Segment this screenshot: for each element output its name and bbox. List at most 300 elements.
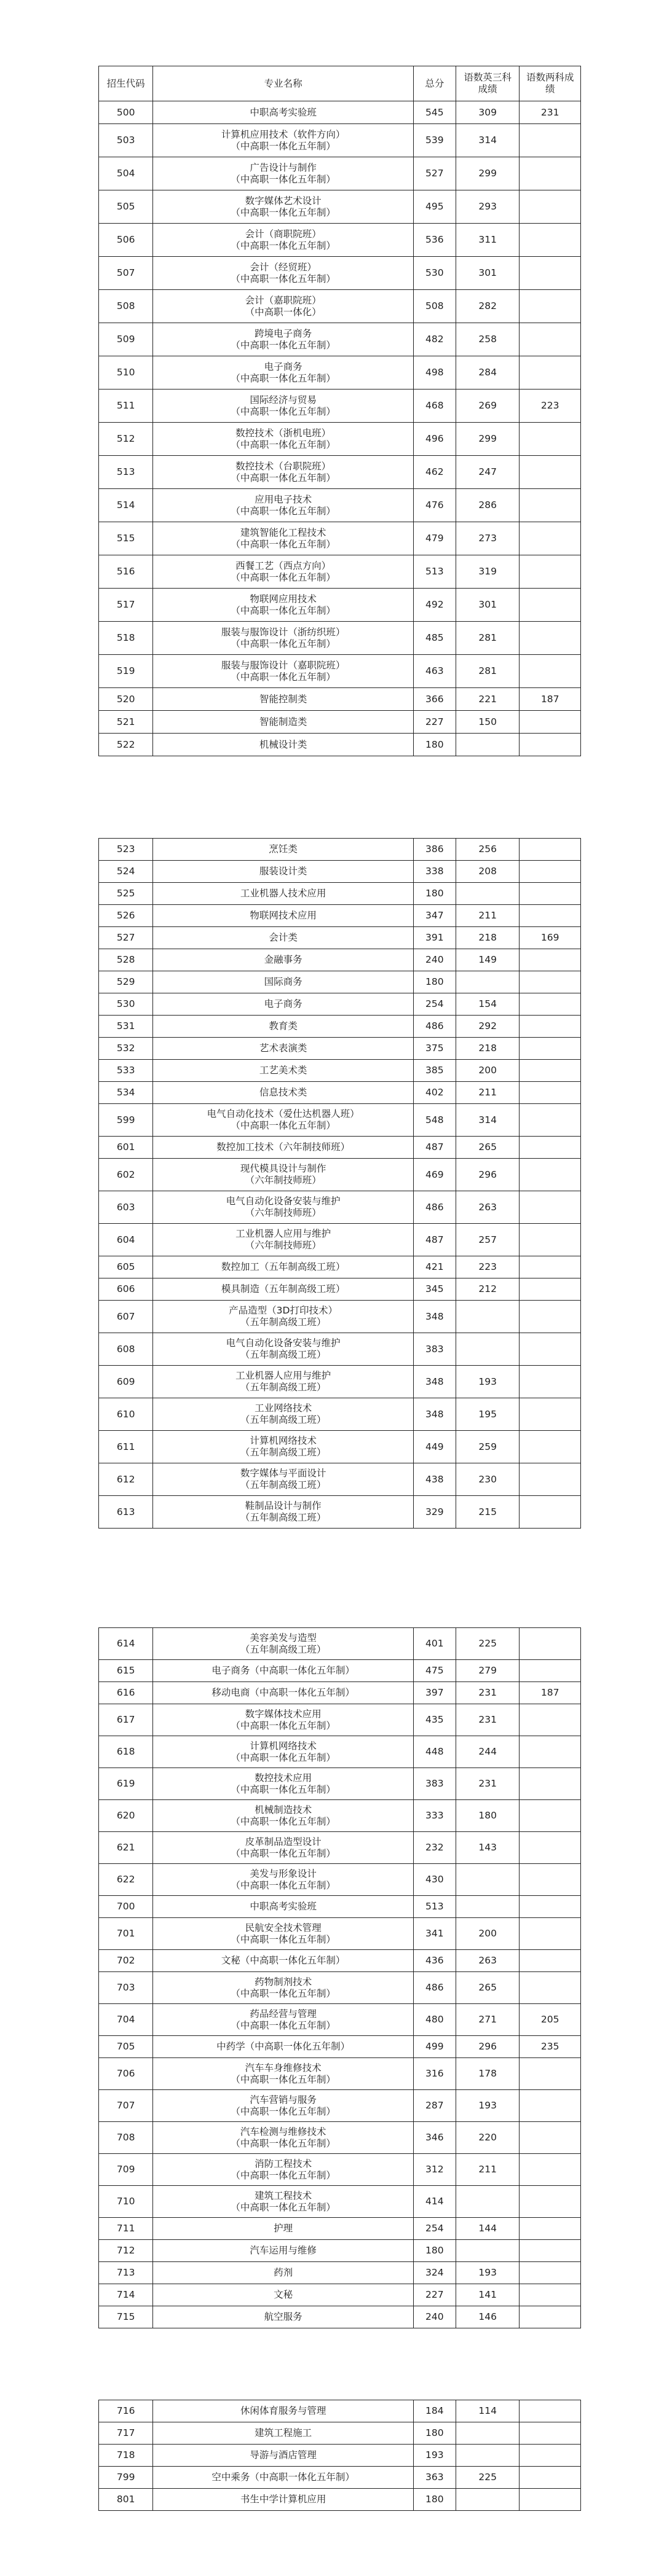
major-name: 中职高考实验班 (153, 1896, 413, 1918)
three-subject-score (456, 971, 520, 993)
table-row (99, 2186, 581, 2218)
total-score: 227 (413, 711, 456, 734)
enroll-code: 504 (99, 157, 153, 190)
table-row (99, 839, 581, 861)
enroll-code: 709 (99, 2154, 153, 2186)
table-row (99, 1104, 581, 1137)
three-subject-score: 286 (456, 489, 520, 522)
total-score: 430 (413, 1864, 456, 1896)
two-subject-score (520, 2284, 581, 2306)
major-name: 烹饪类 (153, 839, 413, 861)
enroll-code: 506 (99, 224, 153, 257)
enroll-code: 710 (99, 2186, 153, 2218)
three-subject-score: 150 (456, 711, 520, 734)
two-subject-score (520, 1038, 581, 1060)
total-score: 180 (413, 2240, 456, 2262)
total-score: 232 (413, 1832, 456, 1864)
major-name: 计算机网络技术 （中高职一体化五年制） (153, 1736, 413, 1768)
table-row (99, 2489, 581, 2511)
major-name: 会计（商职院班） （中高职一体化五年制） (153, 224, 413, 257)
major-name: 药物制剂技术 （中高职一体化五年制） (153, 1972, 413, 2004)
three-subject-score: 273 (456, 522, 520, 555)
enroll-code: 518 (99, 622, 153, 655)
three-subject-score (456, 2422, 520, 2445)
three-subject-score: 256 (456, 839, 520, 861)
two-subject-score: 187 (520, 688, 581, 711)
total-score: 341 (413, 1918, 456, 1950)
three-subject-score: 281 (456, 655, 520, 688)
three-subject-score: 200 (456, 1060, 520, 1082)
two-subject-score (520, 861, 581, 883)
three-subject-score: 143 (456, 1832, 520, 1864)
three-subject-score: 200 (456, 1918, 520, 1950)
three-subject-score: 208 (456, 861, 520, 883)
table-row (99, 1736, 581, 1768)
table-row (99, 124, 581, 157)
major-name: 机械制造技术 （中高职一体化五年制） (153, 1800, 413, 1832)
three-subject-score: 296 (456, 1159, 520, 1191)
two-subject-score (520, 157, 581, 190)
two-subject-score (520, 522, 581, 555)
enroll-code: 701 (99, 1918, 153, 1950)
three-subject-score: 212 (456, 1278, 520, 1301)
table-row (99, 2422, 581, 2445)
table-row (99, 1950, 581, 1972)
two-subject-score (520, 1082, 581, 1104)
three-subject-score: 144 (456, 2218, 520, 2240)
two-subject-score (520, 423, 581, 456)
two-subject-score: 235 (520, 2036, 581, 2058)
table-row (99, 861, 581, 883)
two-subject-score (520, 1950, 581, 1972)
table-row (99, 971, 581, 993)
two-subject-score (520, 1496, 581, 1529)
major-name: 民航安全技术管理 （中高职一体化五年制） (153, 1918, 413, 1950)
enroll-code: 526 (99, 905, 153, 927)
three-subject-score: 301 (456, 589, 520, 622)
major-name: 电子商务 (153, 993, 413, 1016)
total-score: 383 (413, 1768, 456, 1800)
major-name: 数控加工技术（六年制技师班） (153, 1137, 413, 1159)
enroll-code: 517 (99, 589, 153, 622)
enroll-code: 513 (99, 456, 153, 489)
three-subject-score: 309 (456, 101, 520, 124)
three-subject-score (456, 2489, 520, 2511)
total-score: 449 (413, 1431, 456, 1463)
score-table (98, 66, 581, 756)
table-row (99, 1628, 581, 1660)
table-row (99, 2090, 581, 2122)
table-row (99, 688, 581, 711)
enroll-code: 509 (99, 323, 153, 356)
two-subject-score (520, 456, 581, 489)
major-name: 数字媒体技术应用 （中高职一体化五年制） (153, 1704, 413, 1736)
enroll-code: 704 (99, 2004, 153, 2036)
total-score: 366 (413, 688, 456, 711)
enroll-code: 604 (99, 1224, 153, 1256)
two-subject-score (520, 2240, 581, 2262)
two-subject-score (520, 124, 581, 157)
major-name: 西餐工艺（西点方向） （中高职一体化五年制） (153, 555, 413, 589)
total-score: 545 (413, 101, 456, 124)
two-subject-score (520, 949, 581, 971)
three-subject-score: 231 (456, 1768, 520, 1800)
table-row (99, 1496, 581, 1529)
total-score: 383 (413, 1333, 456, 1366)
major-name: 国际经济与贸易 （中高职一体化五年制） (153, 390, 413, 423)
total-score: 375 (413, 1038, 456, 1060)
total-score: 386 (413, 839, 456, 861)
two-subject-score (520, 1159, 581, 1191)
total-score: 508 (413, 290, 456, 323)
table-row (99, 190, 581, 224)
two-subject-score (520, 1104, 581, 1137)
three-subject-score: 195 (456, 1398, 520, 1431)
total-score: 402 (413, 1082, 456, 1104)
table-row (99, 2218, 581, 2240)
two-subject-score (520, 356, 581, 390)
two-subject-score (520, 257, 581, 290)
three-subject-score: 281 (456, 622, 520, 655)
table-row (99, 1060, 581, 1082)
two-subject-score (520, 1832, 581, 1864)
two-subject-score (520, 2186, 581, 2218)
total-score: 316 (413, 2058, 456, 2090)
table-row (99, 1918, 581, 1950)
table-row (99, 257, 581, 290)
major-name: 服装与服饰设计（嘉职院班） （中高职一体化五年制） (153, 655, 413, 688)
total-score: 513 (413, 1896, 456, 1918)
three-subject-score: 259 (456, 1431, 520, 1463)
header-two-subject-score: 语数两科成 绩 (520, 66, 581, 101)
three-subject-score: 284 (456, 356, 520, 390)
two-subject-score (520, 993, 581, 1016)
total-score: 254 (413, 993, 456, 1016)
major-name: 智能制造类 (153, 711, 413, 734)
table-row (99, 2122, 581, 2154)
total-score: 180 (413, 734, 456, 756)
three-subject-score: 154 (456, 993, 520, 1016)
total-score: 436 (413, 1950, 456, 1972)
two-subject-score: 231 (520, 101, 581, 124)
total-score: 184 (413, 2400, 456, 2422)
total-score: 414 (413, 2186, 456, 2218)
total-score: 345 (413, 1278, 456, 1301)
total-score: 287 (413, 2090, 456, 2122)
table-row (99, 2154, 581, 2186)
major-name: 产品造型（3D打印技术） （五年制高级工班） (153, 1301, 413, 1333)
three-subject-score: 178 (456, 2058, 520, 2090)
total-score: 240 (413, 949, 456, 971)
table-row (99, 1256, 581, 1278)
total-score: 486 (413, 1191, 456, 1224)
table-row (99, 993, 581, 1016)
enroll-code: 616 (99, 1682, 153, 1704)
two-subject-score (520, 1800, 581, 1832)
three-subject-score: 193 (456, 2262, 520, 2284)
enroll-code: 505 (99, 190, 153, 224)
two-subject-score (520, 1256, 581, 1278)
table-row (99, 1398, 581, 1431)
major-name: 休闲体育服务与管理 (153, 2400, 413, 2422)
major-name: 电气自动化设备安装与维护 （五年制高级工班） (153, 1333, 413, 1366)
total-score: 495 (413, 190, 456, 224)
enroll-code: 599 (99, 1104, 153, 1137)
total-score: 312 (413, 2154, 456, 2186)
three-subject-score: 279 (456, 1660, 520, 1682)
two-subject-score (520, 2154, 581, 2186)
two-subject-score: 223 (520, 390, 581, 423)
two-subject-score (520, 489, 581, 522)
enroll-code: 608 (99, 1333, 153, 1366)
enroll-code: 801 (99, 2489, 153, 2511)
three-subject-score: 244 (456, 1736, 520, 1768)
three-subject-score: 301 (456, 257, 520, 290)
three-subject-score: 211 (456, 905, 520, 927)
two-subject-score (520, 655, 581, 688)
major-name: 数控技术（台职院班） （中高职一体化五年制） (153, 456, 413, 489)
three-subject-score (456, 883, 520, 905)
two-subject-score (520, 1660, 581, 1682)
two-subject-score (520, 1224, 581, 1256)
three-subject-score: 265 (456, 1972, 520, 2004)
enroll-code: 512 (99, 423, 153, 456)
two-subject-score (520, 2218, 581, 2240)
major-name: 现代模具设计与制作 （六年制技师班） (153, 1159, 413, 1191)
two-subject-score (520, 1864, 581, 1896)
major-name: 服装设计类 (153, 861, 413, 883)
major-name: 航空服务 (153, 2306, 413, 2328)
table-header-row (99, 66, 581, 101)
total-score: 348 (413, 1301, 456, 1333)
total-score: 480 (413, 2004, 456, 2036)
total-score: 463 (413, 655, 456, 688)
total-score: 347 (413, 905, 456, 927)
three-subject-score: 230 (456, 1463, 520, 1496)
total-score: 180 (413, 883, 456, 905)
enroll-code: 621 (99, 1832, 153, 1864)
major-name: 工业机器人应用与维护 （六年制技师班） (153, 1224, 413, 1256)
three-subject-score: 220 (456, 2122, 520, 2154)
score-table-part-2 (98, 838, 581, 1529)
major-name: 会计类 (153, 927, 413, 949)
major-name: 护理 (153, 2218, 413, 2240)
total-score: 499 (413, 2036, 456, 2058)
total-score: 513 (413, 555, 456, 589)
enroll-code: 700 (99, 1896, 153, 1918)
major-name: 金融事务 (153, 949, 413, 971)
two-subject-score (520, 555, 581, 589)
three-subject-score: 225 (456, 1628, 520, 1660)
table-row (99, 1038, 581, 1060)
total-score: 348 (413, 1398, 456, 1431)
score-table (98, 2400, 581, 2511)
three-subject-score: 296 (456, 2036, 520, 2058)
enroll-code: 533 (99, 1060, 153, 1082)
enroll-code: 522 (99, 734, 153, 756)
three-subject-score: 263 (456, 1950, 520, 1972)
two-subject-score (520, 589, 581, 622)
three-subject-score: 211 (456, 1082, 520, 1104)
table-row (99, 1800, 581, 1832)
table-row (99, 2036, 581, 2058)
enroll-code: 534 (99, 1082, 153, 1104)
enroll-code: 622 (99, 1864, 153, 1896)
enroll-code: 606 (99, 1278, 153, 1301)
two-subject-score (520, 1972, 581, 2004)
table-row (99, 2306, 581, 2328)
two-subject-score (520, 1768, 581, 1800)
table-row (99, 655, 581, 688)
total-score: 530 (413, 257, 456, 290)
table-row (99, 1016, 581, 1038)
total-score: 329 (413, 1496, 456, 1529)
major-name: 艺术表演类 (153, 1038, 413, 1060)
enroll-code: 521 (99, 711, 153, 734)
major-name: 汽车车身维修技术 （中高职一体化五年制） (153, 2058, 413, 2090)
total-score: 476 (413, 489, 456, 522)
major-name: 药品经营与管理 （中高职一体化五年制） (153, 2004, 413, 2036)
table-row (99, 1333, 581, 1366)
table-row (99, 883, 581, 905)
total-score: 240 (413, 2306, 456, 2328)
two-subject-score (520, 1431, 581, 1463)
table-row (99, 390, 581, 423)
enroll-code: 617 (99, 1704, 153, 1736)
total-score: 548 (413, 1104, 456, 1137)
three-subject-score (456, 1864, 520, 1896)
total-score: 180 (413, 2422, 456, 2445)
table-row (99, 356, 581, 390)
major-name: 中职高考实验班 (153, 101, 413, 124)
total-score: 435 (413, 1704, 456, 1736)
major-name: 数控技术应用 （中高职一体化五年制） (153, 1768, 413, 1800)
major-name: 电子商务 （中高职一体化五年制） (153, 356, 413, 390)
table-row (99, 1431, 581, 1463)
table-row (99, 522, 581, 555)
major-name: 服装与服饰设计（浙纺织班） （中高职一体化五年制） (153, 622, 413, 655)
table-row (99, 711, 581, 734)
total-score: 385 (413, 1060, 456, 1082)
two-subject-score (520, 1463, 581, 1496)
enroll-code: 613 (99, 1496, 153, 1529)
enroll-code: 799 (99, 2467, 153, 2489)
three-subject-score: 223 (456, 1256, 520, 1278)
major-name: 信息技术类 (153, 1082, 413, 1104)
enroll-code: 508 (99, 290, 153, 323)
table-row (99, 2445, 581, 2467)
major-name: 消防工程技术 （中高职一体化五年制） (153, 2154, 413, 2186)
two-subject-score (520, 2058, 581, 2090)
enroll-code: 528 (99, 949, 153, 971)
enroll-code: 532 (99, 1038, 153, 1060)
two-subject-score (520, 1704, 581, 1736)
major-name: 鞋制品设计与制作 （五年制高级工班） (153, 1496, 413, 1529)
table-row (99, 224, 581, 257)
major-name: 工艺美术类 (153, 1060, 413, 1082)
enroll-code: 523 (99, 839, 153, 861)
major-name: 应用电子技术 （中高职一体化五年制） (153, 489, 413, 522)
enroll-code: 711 (99, 2218, 153, 2240)
two-subject-score (520, 971, 581, 993)
three-subject-score: 114 (456, 2400, 520, 2422)
total-score: 348 (413, 1366, 456, 1398)
header-code: 招生代码 (99, 66, 153, 101)
total-score: 536 (413, 224, 456, 257)
table-row (99, 1832, 581, 1864)
two-subject-score (520, 2306, 581, 2328)
total-score: 469 (413, 1159, 456, 1191)
table-row (99, 2284, 581, 2306)
major-name: 物联网技术应用 (153, 905, 413, 927)
total-score: 498 (413, 356, 456, 390)
table-row (99, 1660, 581, 1682)
total-score: 496 (413, 423, 456, 456)
table-row (99, 589, 581, 622)
major-name: 皮革制品造型设计 （中高职一体化五年制） (153, 1832, 413, 1864)
total-score: 462 (413, 456, 456, 489)
enroll-code: 516 (99, 555, 153, 589)
table-row (99, 101, 581, 124)
three-subject-score: 269 (456, 390, 520, 423)
total-score: 438 (413, 1463, 456, 1496)
three-subject-score: 215 (456, 1496, 520, 1529)
two-subject-score (520, 1333, 581, 1366)
three-subject-score: 146 (456, 2306, 520, 2328)
total-score: 254 (413, 2218, 456, 2240)
major-name: 会计（嘉职院班） （中高职一体化） (153, 290, 413, 323)
major-name: 导游与酒店管理 (153, 2445, 413, 2467)
two-subject-score (520, 905, 581, 927)
three-subject-score: 282 (456, 290, 520, 323)
enroll-code: 519 (99, 655, 153, 688)
enroll-code: 612 (99, 1463, 153, 1496)
two-subject-score (520, 1628, 581, 1660)
two-subject-score (520, 1366, 581, 1398)
enroll-code: 705 (99, 2036, 153, 2058)
total-score: 486 (413, 1972, 456, 2004)
three-subject-score: 314 (456, 1104, 520, 1137)
major-name: 空中乘务（中高职一体化五年制） (153, 2467, 413, 2489)
table-row (99, 2262, 581, 2284)
total-score: 527 (413, 157, 456, 190)
total-score: 338 (413, 861, 456, 883)
enroll-code: 615 (99, 1660, 153, 1682)
table-row (99, 905, 581, 927)
enroll-code: 530 (99, 993, 153, 1016)
total-score: 492 (413, 589, 456, 622)
score-table-part-4 (98, 2400, 581, 2511)
total-score: 227 (413, 2284, 456, 2306)
table-row (99, 949, 581, 971)
three-subject-score: 311 (456, 224, 520, 257)
two-subject-score (520, 2489, 581, 2511)
enroll-code: 503 (99, 124, 153, 157)
table-row (99, 2240, 581, 2262)
three-subject-score: 141 (456, 2284, 520, 2306)
major-name: 数控加工（五年制高级工班） (153, 1256, 413, 1278)
enroll-code: 520 (99, 688, 153, 711)
table-row (99, 1301, 581, 1333)
table-row (99, 622, 581, 655)
total-score: 180 (413, 971, 456, 993)
three-subject-score (456, 2240, 520, 2262)
enroll-code: 718 (99, 2445, 153, 2467)
total-score: 487 (413, 1137, 456, 1159)
enroll-code: 525 (99, 883, 153, 905)
enroll-code: 707 (99, 2090, 153, 2122)
major-name: 教育类 (153, 1016, 413, 1038)
